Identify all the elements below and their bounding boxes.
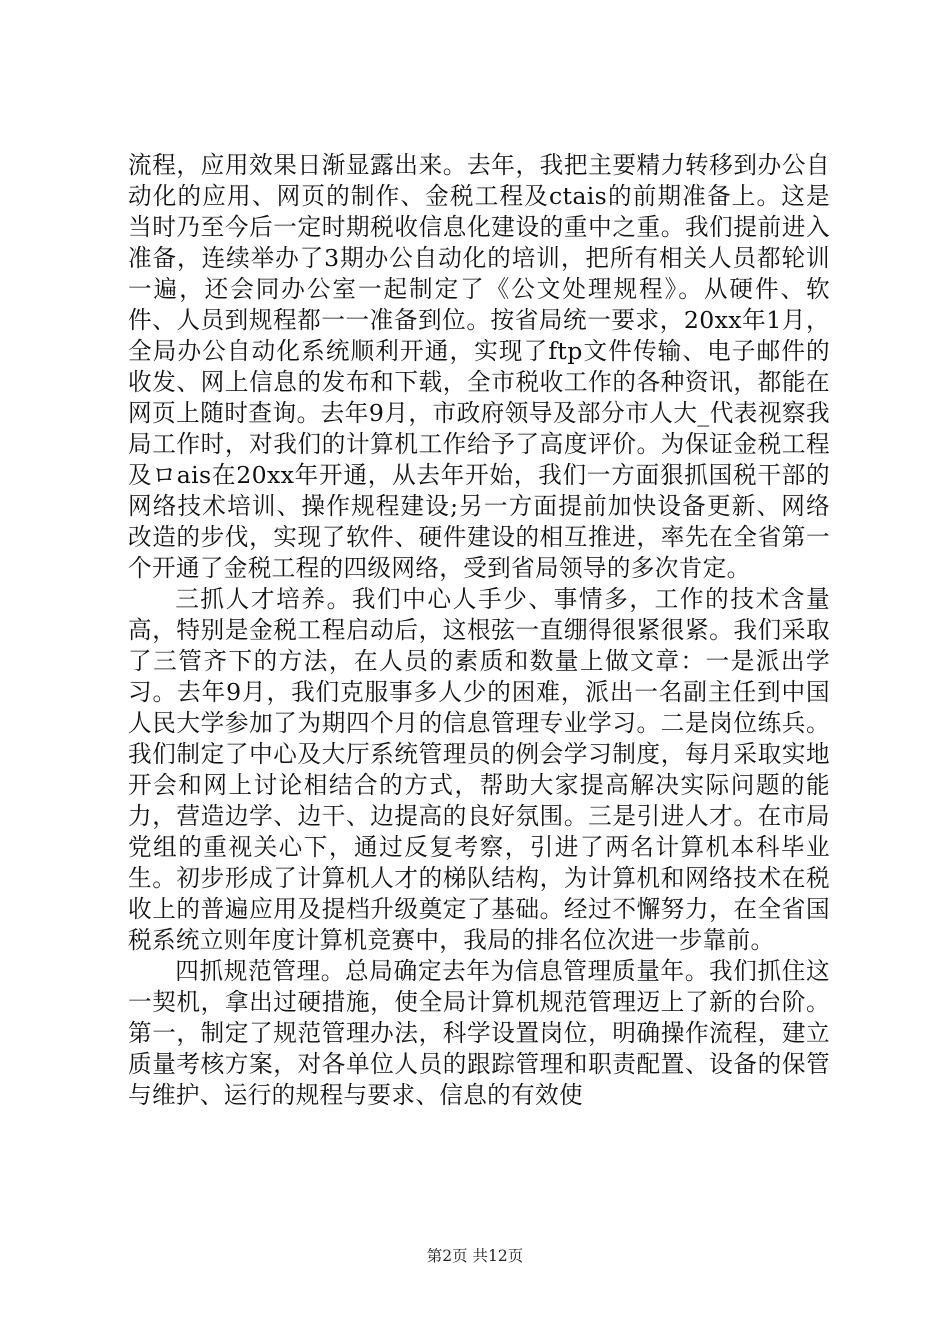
paragraph-1: 流程，应用效果日渐显露出来。去年，我把主要精力转移到办公自动化的应用、网页的制作、金税工程及ctais的前期准备上。这是当时乃至今后一定时期税收信息化建设的重中之重。我们提前进入准备，连续举办了3期办公自动化的培训，把所有相关人员都轮训一遍，还会同办公室一起制定了《公文处理规程》。从硬件、软件、人员到规程都一一准备到位。按省局统一要求，20xx年1月，全局办公自动化系统顺利开通，实现了ftp文件传输、电子邮件的收发、网上信息的发布和下载，全市税收工作的各种资讯，都能在网页上随时查询。去年9月，市政府领导及部分市人大_代表视察我局工作时，对我们的计算机工作给予了高度评价。为保证金税工程及ロais在20xx年开通，从去年开始，我们一方面狠抓国税干部的网络技术培训、操作规程建设;另一方面提前加快设备更新、网络改造的步伐，实现了软件、硬件建设的相互推进，率先在全省第一个开通了金税工程的四级网络，受到省局领导的多次肯定。 — [128, 151, 830, 582]
paragraph-2: 三抓人才培养。我们中心人手少、事情多，工作的技术含量高，特别是金税工程启动后，这根弦一直绷得很紧很紧。我们采取了三管齐下的方法，在人员的素质和数量上做文章：一是派出学习。去年9月，我们克服事多人少的困难，派出一名副主任到中国人民大学参加了为期四个月的信息管理专业学习。二是岗位练兵。我们制定了中心及大厅系统管理员的例会学习制度，每月采取实地开会和网上讨论相结合的方式，帮助大家提高解决实际问题的能力，营造边学、边干、边提高的良好氛围。三是引进人才。在市局党组的重视关心下，通过反复考察，引进了两名计算机本科毕业生。初步形成了计算机人才的梯队结构，为计算机和网络技术在税收上的普遍应用及提档升级奠定了基础。经过不懈努力，在全省国税系统立则年度计算机竞赛中，我局的排名位次进一步靠前。 — [128, 585, 830, 954]
page-number-footer: 第2页 共12页 — [426, 1247, 524, 1265]
document-body — [128, 150, 830, 1111]
paragraph-3: 四抓规范管理。总局确定去年为信息管理质量年。我们抓住这一契机，拿出过硬措施，使全局计算机规范管理迈上了新的台阶。第一，制定了规范管理办法，科学设置岗位，明确操作流程，建立质量考核方案，对各单位人员的跟踪管理和职责配置、设备的保管与维护、运行的规程与要求、信息的有效使 — [128, 957, 830, 1109]
